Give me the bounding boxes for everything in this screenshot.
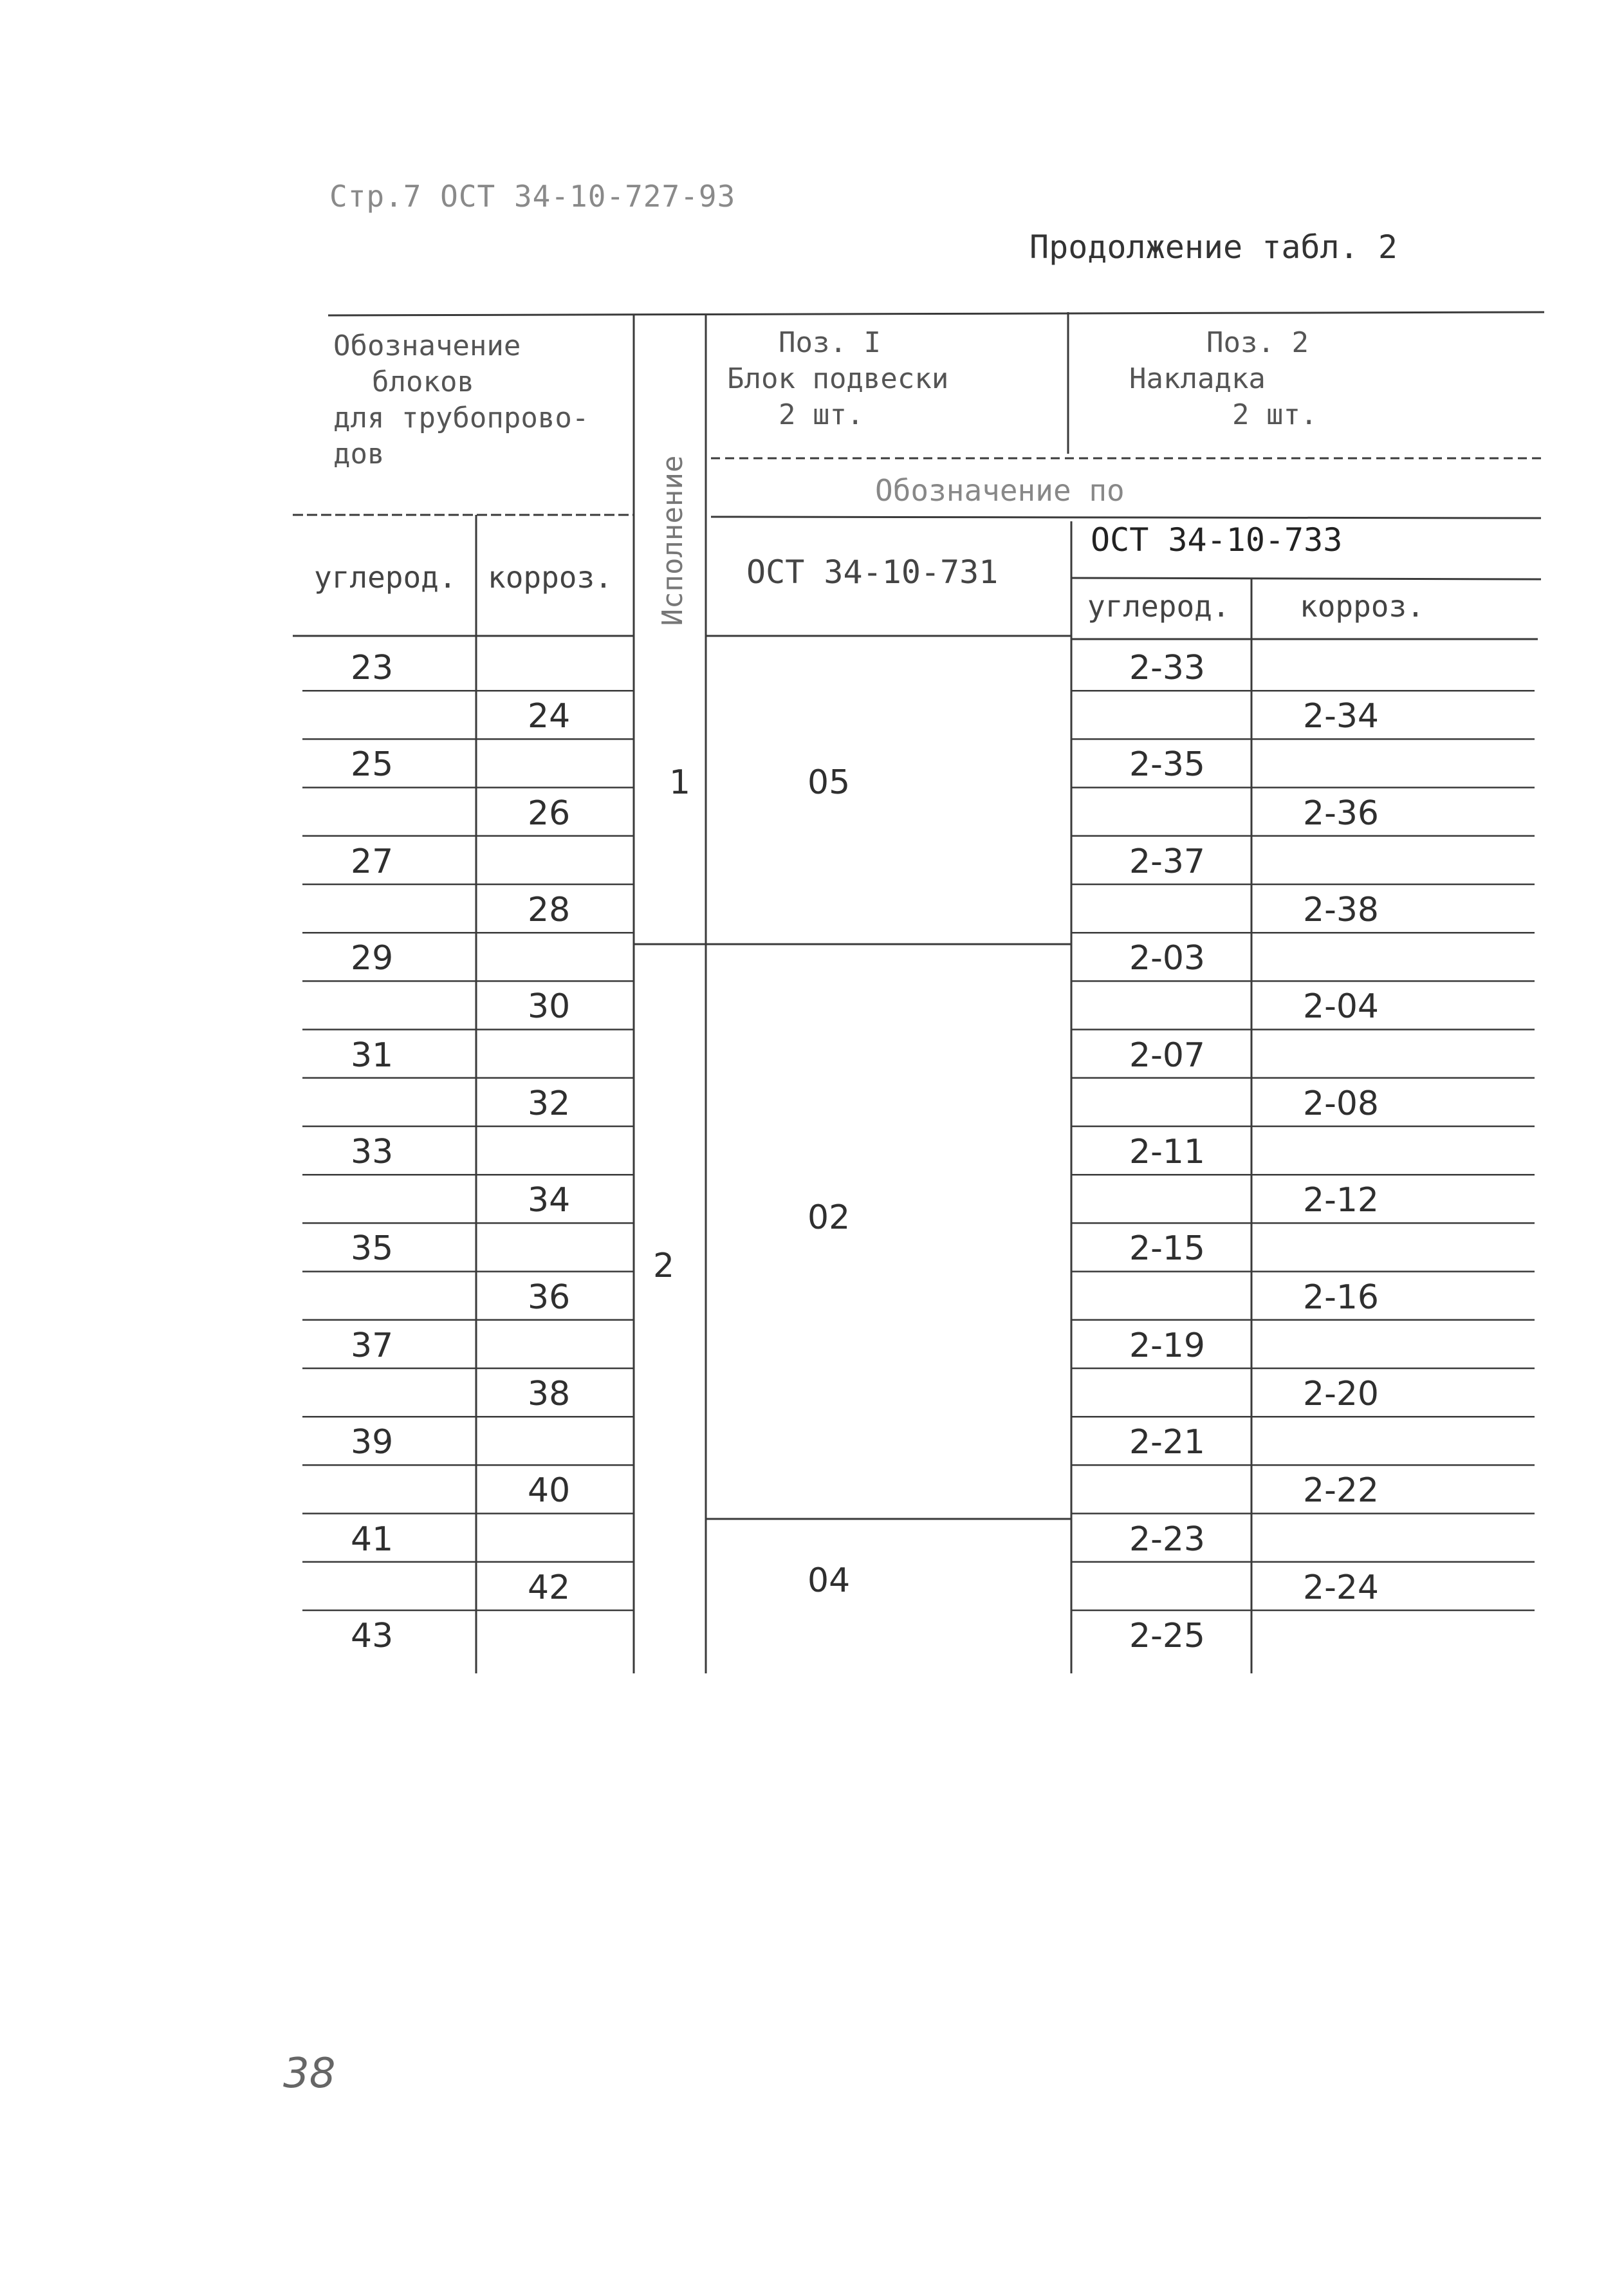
table-cell-pos2-carbon: 2-15 xyxy=(1129,1229,1206,1269)
position-2-header-line: Накладка xyxy=(1129,362,1266,395)
table-cell-carbon: 25 xyxy=(351,745,394,785)
page-number: 38 xyxy=(283,2050,336,2098)
table-cell-pos2-carbon: 2-03 xyxy=(1129,939,1206,978)
table-cell-carbon: 31 xyxy=(351,1036,394,1075)
designation-header-line: блоков xyxy=(372,366,474,398)
table-cell-pos2-carbon: 2-37 xyxy=(1129,842,1206,881)
table-cell-carbon: 43 xyxy=(351,1617,394,1655)
table-cell-pos2-carbon: 2-21 xyxy=(1129,1423,1206,1462)
corrosion-header: корроз. xyxy=(488,560,613,595)
designation-header-line: для трубопрово- xyxy=(333,402,589,434)
table-title: Продолжение табл. 2 xyxy=(1029,228,1398,266)
table-cell-pos2-corrosion: 2-20 xyxy=(1303,1375,1379,1413)
position-2-header xyxy=(1129,325,1317,433)
table-cell-corrosion: 34 xyxy=(528,1181,571,1220)
table-cell-corrosion: 32 xyxy=(528,1084,571,1123)
designation-by-header: Обозначение по xyxy=(875,473,1125,508)
table-cell-pos2-carbon: 2-23 xyxy=(1129,1520,1206,1559)
pos2-corrosion-header: корроз. xyxy=(1300,589,1425,624)
position-1-cell: 02 xyxy=(807,1198,851,1238)
table-cell-pos2-corrosion: 2-04 xyxy=(1303,987,1379,1027)
table-cell-carbon: 33 xyxy=(351,1133,394,1171)
execution-cell: 2 xyxy=(653,1247,675,1286)
table-cell-corrosion: 26 xyxy=(528,794,571,833)
table-cell-pos2-carbon: 2-33 xyxy=(1129,649,1206,687)
table-cell-corrosion: 40 xyxy=(528,1471,571,1511)
designation-header-line: дов xyxy=(333,438,385,470)
table-cell-pos2-carbon: 2-35 xyxy=(1129,745,1206,785)
document-reference: Стр.7 ОСТ 34-10-727-93 xyxy=(329,179,736,214)
table-cell-corrosion: 42 xyxy=(528,1568,571,1607)
pos2-carbon-header: углерод. xyxy=(1087,589,1230,624)
table-cell-corrosion: 28 xyxy=(528,891,571,929)
table-cell-pos2-corrosion: 2-34 xyxy=(1303,697,1379,736)
execution-cell: 1 xyxy=(669,763,691,802)
position-2-header-line: Поз. 2 xyxy=(1206,326,1309,359)
table-cell-pos2-carbon: 2-07 xyxy=(1129,1036,1206,1075)
table-cell-pos2-carbon: 2-19 xyxy=(1129,1326,1206,1365)
designation-header-line: Обозначение xyxy=(333,330,521,362)
carbon-header: углерод. xyxy=(314,560,457,595)
ost-731-header: ОСТ 34-10-731 xyxy=(746,554,999,591)
table-cell-pos2-corrosion: 2-16 xyxy=(1303,1278,1379,1317)
table-cell-carbon: 37 xyxy=(351,1326,394,1365)
table-cell-carbon: 27 xyxy=(351,842,394,881)
position-1-cell: 04 xyxy=(807,1561,851,1601)
table-cell-corrosion: 24 xyxy=(528,697,571,736)
position-1-header-line: 2 шт. xyxy=(779,398,864,431)
position-1-header-line: Блок подвески xyxy=(727,362,949,395)
table-cell-carbon: 23 xyxy=(351,649,394,687)
position-1-cell: 05 xyxy=(807,763,851,802)
table-cell-carbon: 41 xyxy=(351,1520,394,1559)
position-1-header xyxy=(727,325,948,433)
table-cell-pos2-corrosion: 2-08 xyxy=(1303,1084,1379,1123)
table-cell-pos2-carbon: 2-25 xyxy=(1129,1617,1206,1655)
table-cell-pos2-corrosion: 2-24 xyxy=(1303,1568,1379,1607)
table-cell-pos2-corrosion: 2-22 xyxy=(1303,1471,1379,1511)
table-cell-carbon: 35 xyxy=(351,1229,394,1269)
designation-header xyxy=(333,328,589,472)
table-cell-corrosion: 36 xyxy=(528,1278,571,1317)
ost-733-header: ОСТ 34-10-733 xyxy=(1091,521,1343,559)
table-cell-carbon: 29 xyxy=(351,939,394,978)
table-cell-pos2-corrosion: 2-38 xyxy=(1303,891,1379,929)
table-cell-pos2-carbon: 2-11 xyxy=(1129,1133,1206,1171)
position-2-header-line: 2 шт. xyxy=(1232,398,1318,431)
table-cell-pos2-corrosion: 2-12 xyxy=(1303,1181,1379,1220)
execution-header: Исполнение xyxy=(656,455,689,626)
position-1-header-line: Поз. I xyxy=(779,326,881,359)
table-cell-carbon: 39 xyxy=(351,1423,394,1462)
table-cell-pos2-corrosion: 2-36 xyxy=(1303,794,1379,833)
table-cell-corrosion: 30 xyxy=(528,987,571,1027)
table-cell-corrosion: 38 xyxy=(528,1375,571,1413)
